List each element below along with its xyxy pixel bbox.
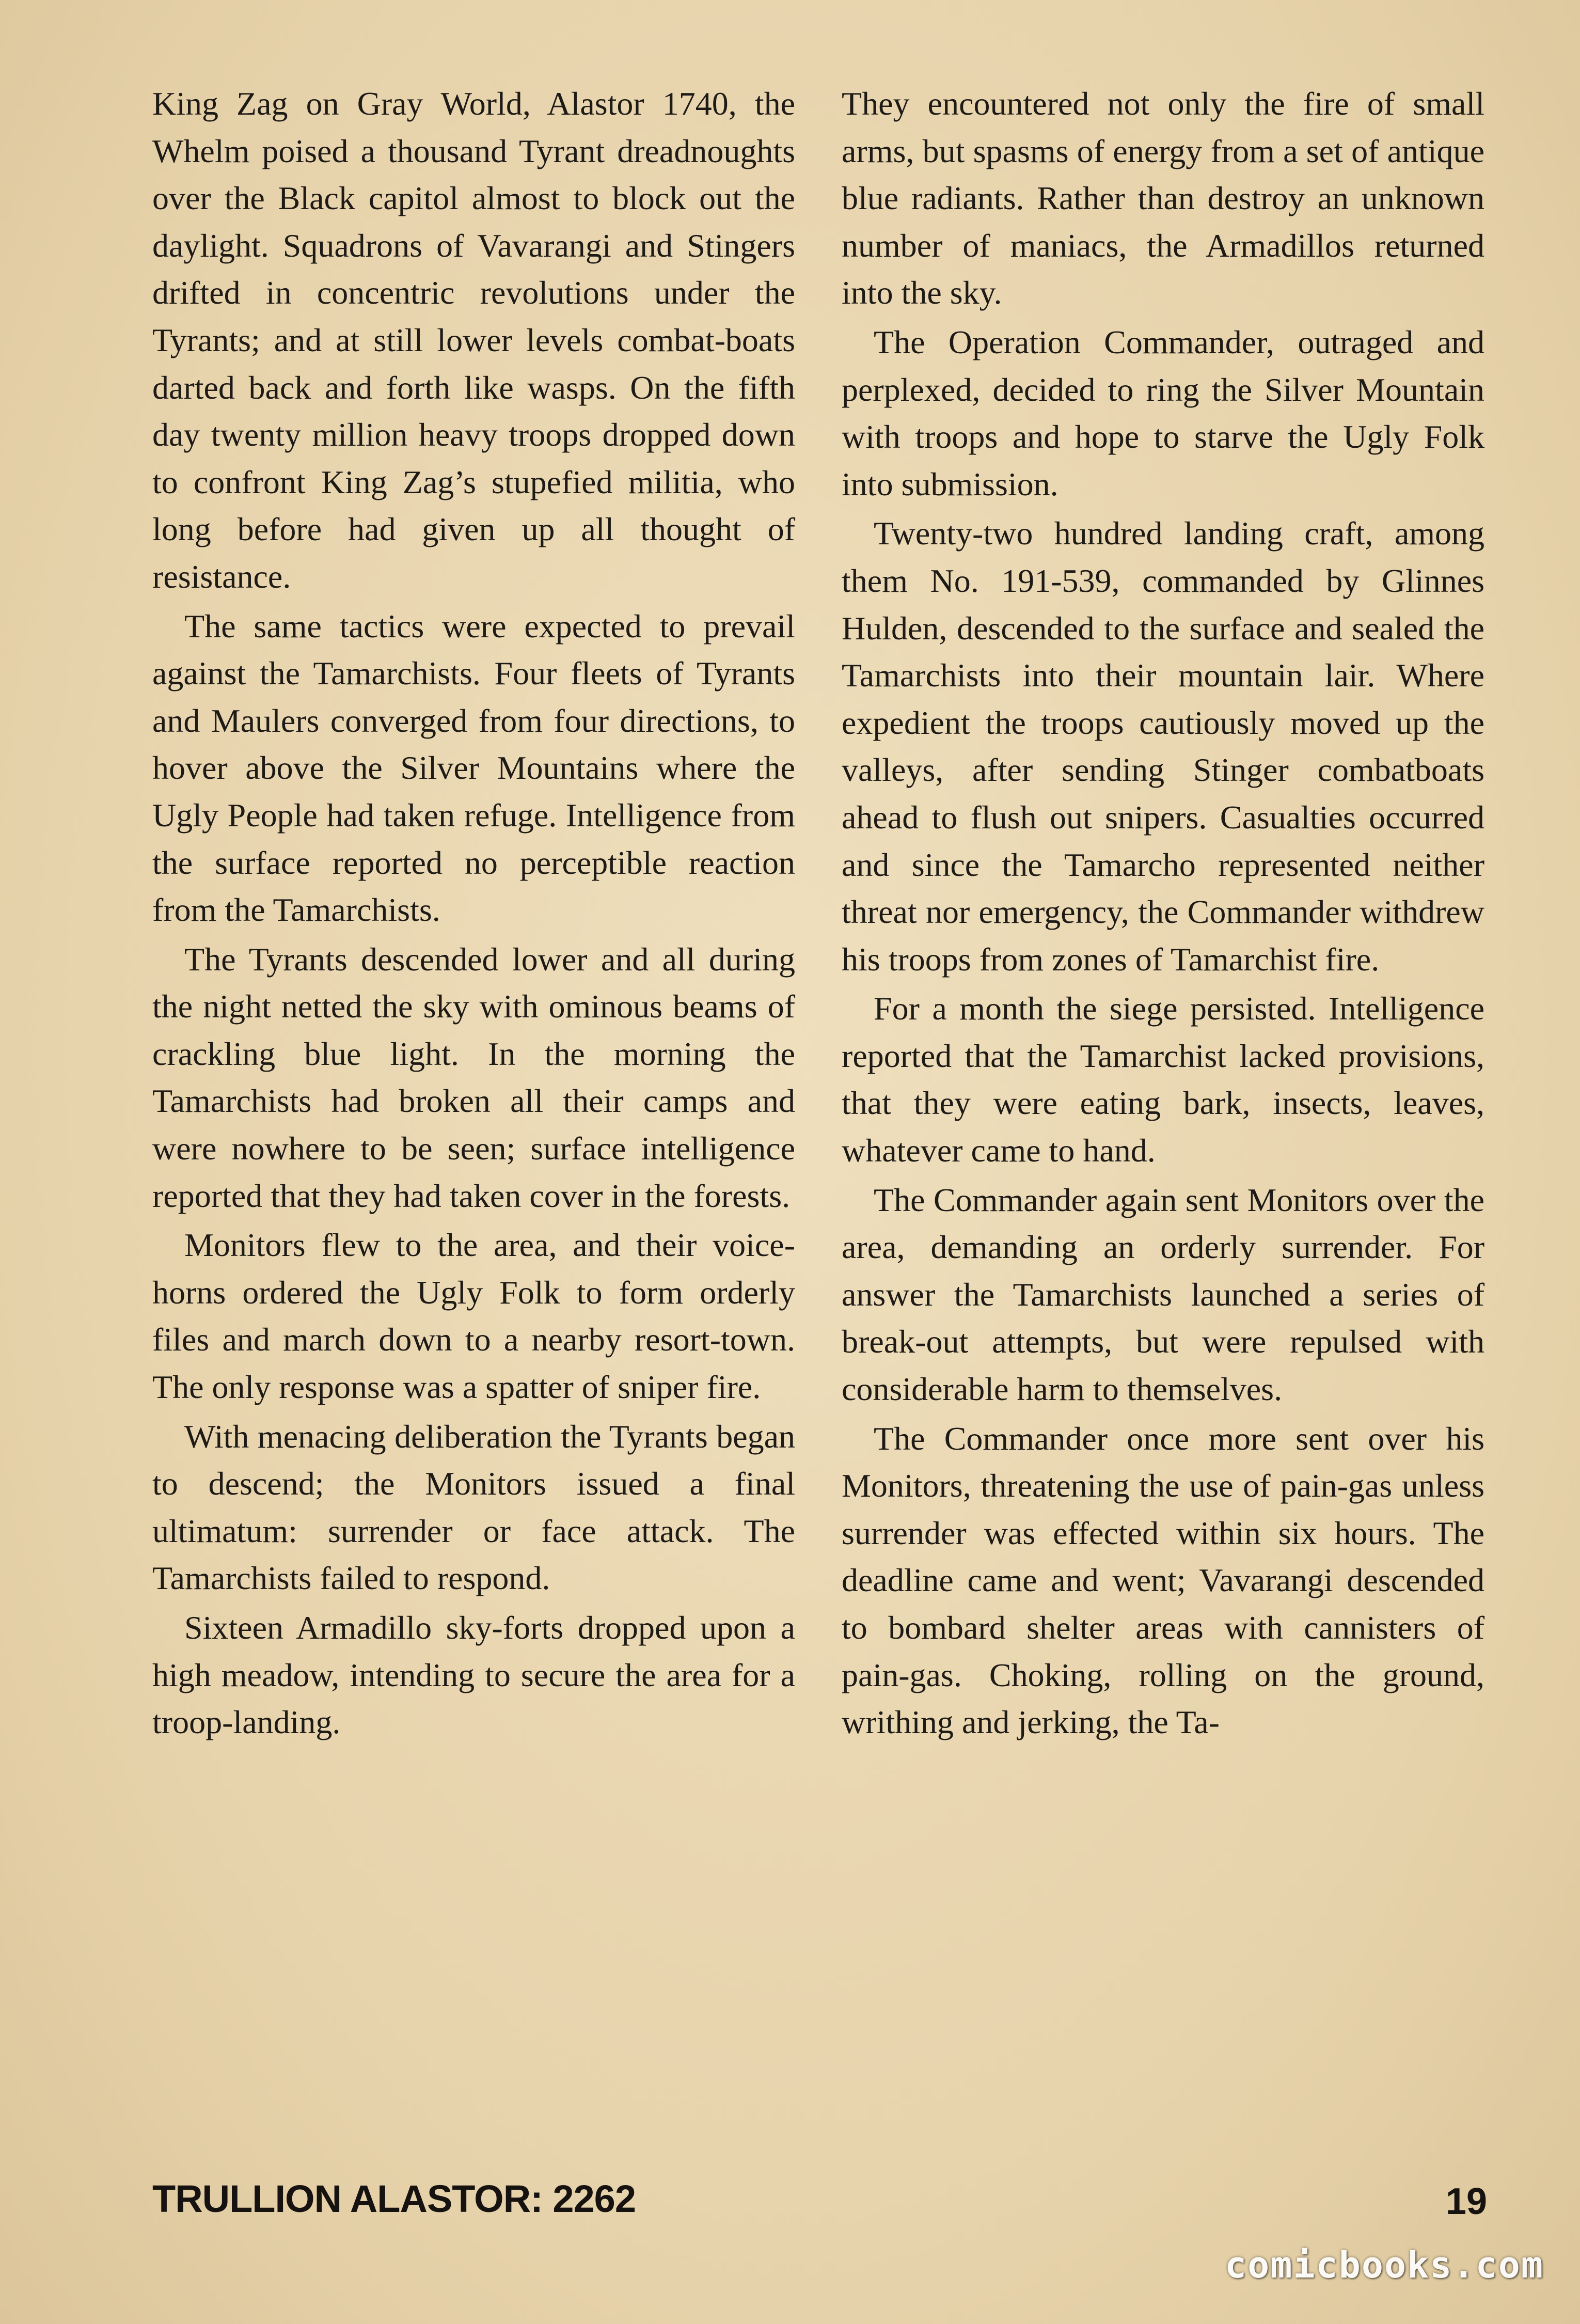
paragraph: The Commander again sent Monitors over the area, demanding an orderly surrender. For answer the Tamarchists launched a series of break-out attempts, but were repulsed with considerable harm to themselves. bbox=[842, 1181, 1484, 1408]
paragraph: Monitors flew to the area, and their voice-horns ordered the Ugly Folk to form orderly files and march down to a nearby resort-town. The only response was a spatter of sniper fire. bbox=[152, 1227, 795, 1406]
paragraph: The Operation Commander, outraged and perplexed, decided to ring the Silver Mountain with troops and hope to starve the Ugly Folk into submission. bbox=[842, 323, 1484, 503]
paragraph: The same tactics were expected to prevail against the Tamarchists. Four fleets of Tyrants and Maulers converged from four directions, to hover above the Silver Mountains where the Ugly People had taken refuge. Intelligence from the surface reported no perceptible reaction from the Tamarchists. bbox=[152, 607, 795, 929]
paragraph: The Commander once more sent over his Monitors, threatening the use of pain-gas unless surrender was effected within six hours. The deadline came and went; Vavarangi descended to bombard shelter areas with cannisters of pain-gas. Choking, rolling on the ground, writhing and jerking, the Ta- bbox=[842, 1420, 1484, 1741]
paragraph: Sixteen Armadillo sky-forts dropped upon a high meadow, intending to secure the area for a troop-landing. bbox=[152, 1609, 795, 1741]
running-footer-title: TRULLION ALASTOR: 2262 bbox=[152, 2177, 636, 2220]
source-watermark: comicbooks.com bbox=[1224, 2244, 1544, 2286]
paragraph: Twenty-two hundred landing craft, among them No. 191-539, commanded by Glinnes Hulden, descended to the surface and sealed the Tamarchists into their mountain lair. Where expedient the troops cautiously moved up the valleys, after sending Stinger combatboats ahead to flush out snipers. Casualties occurred and since the Tamarcho represented neither threat nor emergency, the Commander withdrew his troops from zones of Tamarchist fire. bbox=[842, 515, 1484, 978]
paragraph: They encountered not only the fire of small arms, but spasms of energy from a set of antique blue radiants. Rather than destroy an unknown number of maniacs, the Armadillos returned into the sky. bbox=[842, 85, 1484, 311]
paragraph: With menacing deliberation the Tyrants began to descend; the Monitors issued a final ultimatum: surrender or face attack. The Tamarchists failed to respond. bbox=[152, 1418, 795, 1597]
left-text-column bbox=[152, 80, 795, 1748]
page-number: 19 bbox=[1445, 2181, 1487, 2222]
right-text-column bbox=[842, 80, 1484, 1748]
paragraph: For a month the siege persisted. Intelligence reported that the Tamarchist lacked provisions, that they were eating bark, insects, leaves, whatever came to hand. bbox=[842, 990, 1484, 1169]
paragraph: King Zag on Gray World, Alastor 1740, the Whelm poised a thousand Tyrant dreadnoughts over the Black capitol almost to block out the daylight. Squadrons of Vavarangi and Stingers drifted in concentric revolutions under the Tyrants; and at still lower levels combat-boats darted back and forth like wasps. On the fifth day twenty million heavy troops dropped down to confront King Zag’s stupefied militia, who long before had given up all thought of resistance. bbox=[152, 85, 795, 595]
paragraph: The Tyrants descended lower and all during the night netted the sky with ominous beams of crackling blue light. In the morning the Tamarchists had broken all their camps and were nowhere to be seen; surface intelligence reported that they had taken cover in the forests. bbox=[152, 940, 795, 1214]
